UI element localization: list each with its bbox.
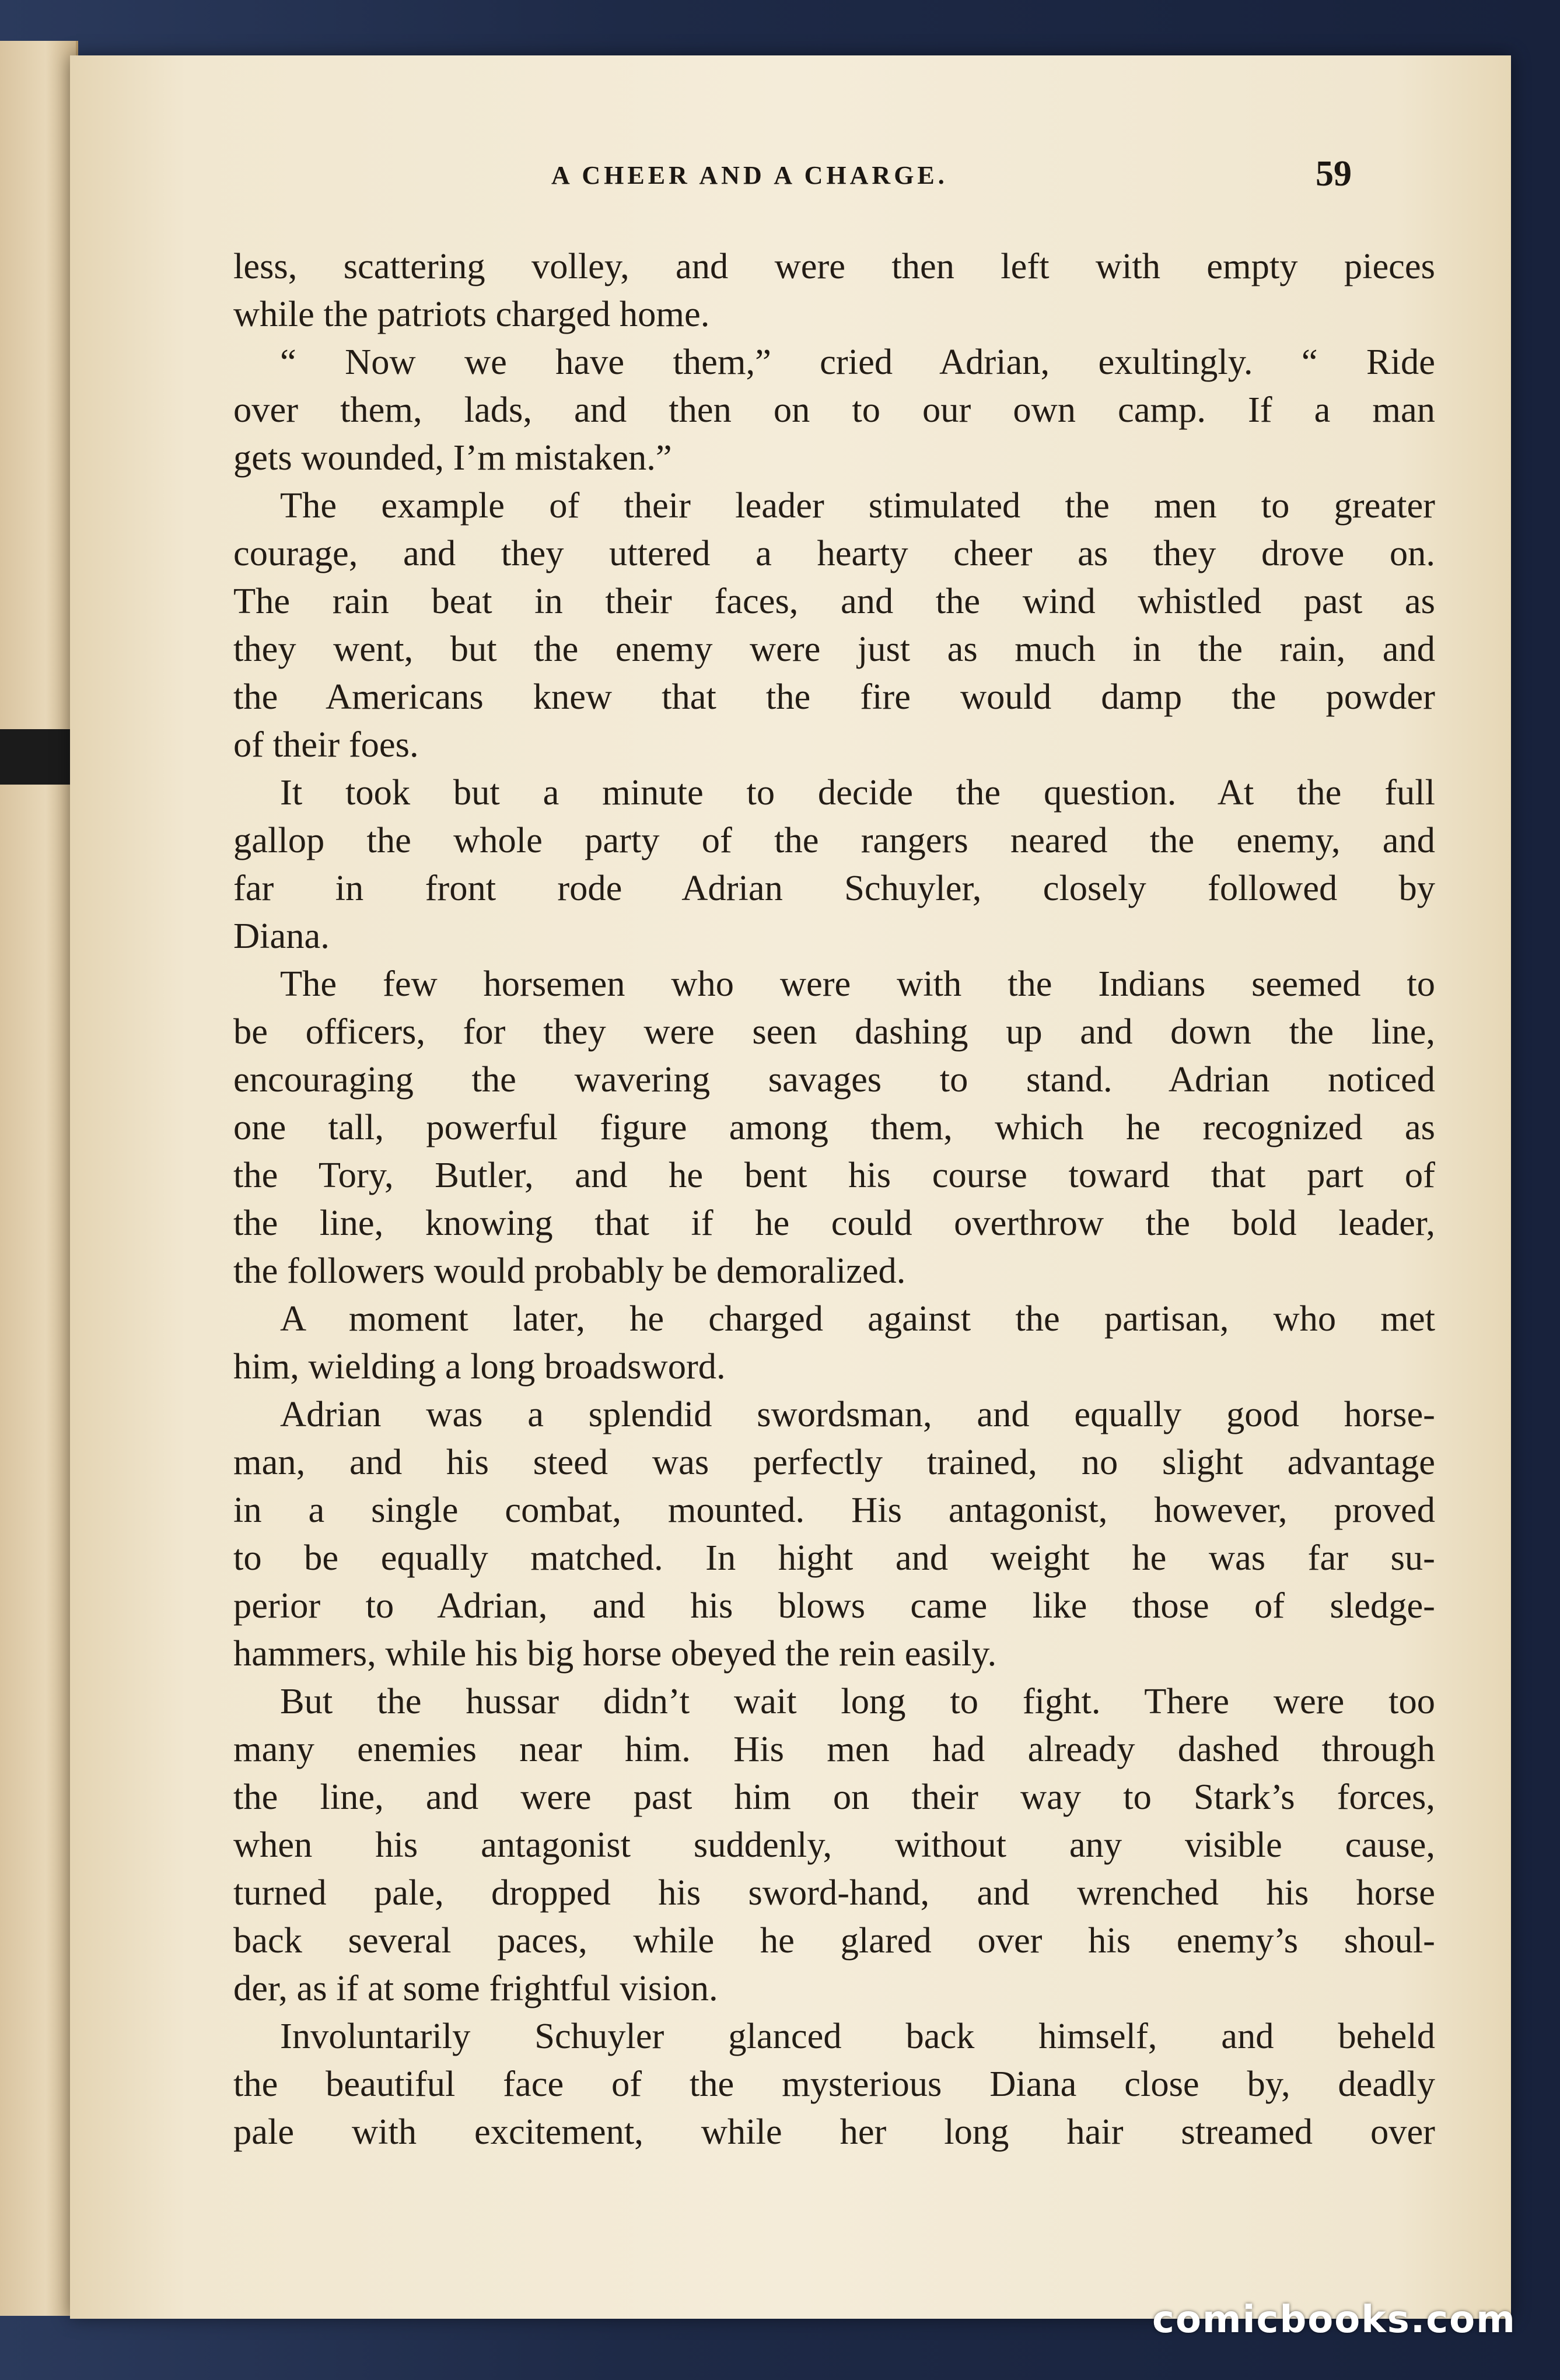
running-head	[70, 154, 1511, 201]
text-line: the followers would probably be demoralized.	[233, 1250, 906, 1291]
text-line: hammers, while his big horse obeyed the rein easily.	[233, 1633, 997, 1674]
text-line: the beautiful face of the mysterious Diana close by, deadly	[233, 2063, 1435, 2104]
text-line: the line, and were past him on their way to Stark’s forces,	[233, 1776, 1435, 1817]
text-line: far in front rode Adrian Schuyler, closely followed by	[233, 867, 1435, 908]
text-line: The few horsemen who were with the Indians seemed to	[280, 963, 1435, 1004]
text-line: back several paces, while he glared over his enemy’s shoul-	[233, 1920, 1435, 1961]
text-line: one tall, powerful figure among them, which he recognized as	[233, 1107, 1435, 1147]
text-line: the Tory, Butler, and he bent his course toward that part of	[233, 1154, 1435, 1195]
text-line: encouraging the wavering savages to stand. Adrian noticed	[233, 1059, 1435, 1100]
text-line: less, scattering volley, and were then left with empty pieces	[233, 246, 1435, 286]
text-line: many enemies near him. His men had already dashed through	[233, 1728, 1435, 1769]
text-line: But the hussar didn’t wait long to fight. There were too	[280, 1681, 1435, 1721]
text-line: gets wounded, I’m mistaken.”	[233, 437, 672, 478]
text-line: while the patriots charged home.	[233, 293, 710, 334]
text-line: It took but a minute to decide the question. At the full	[280, 772, 1435, 813]
text-line: courage, and they uttered a hearty cheer as they drove on.	[233, 533, 1435, 573]
text-line: perior to Adrian, and his blows came like those of sledge-	[233, 1585, 1435, 1626]
text-line: The rain beat in their faces, and the wind whistled past as	[233, 580, 1435, 621]
text-line: Adrian was a splendid swordsman, and equally good horse-	[280, 1394, 1435, 1434]
text-line: man, and his steed was perfectly trained, no slight advantage	[233, 1441, 1435, 1482]
text-line: be officers, for they were seen dashing up and down the line,	[233, 1011, 1435, 1052]
text-line: gallop the whole party of the rangers neared the enemy, and	[233, 820, 1435, 860]
text-line: in a single combat, mounted. His antagonist, however, proved	[233, 1489, 1435, 1530]
text-line: him, wielding a long broadsword.	[233, 1346, 726, 1387]
text-line: to be equally matched. In hight and weight he was far su-	[233, 1537, 1435, 1578]
text-line: the Americans knew that the fire would damp the powder	[233, 676, 1435, 717]
text-line: of their foes.	[233, 724, 419, 765]
text-line: “ Now we have them,” cried Adrian, exultingly. “ Ride	[280, 341, 1435, 382]
book-page	[70, 55, 1511, 2319]
page-number: 59	[1316, 154, 1352, 194]
text-line: The example of their leader stimulated the men to greater	[280, 485, 1435, 526]
text-line: Diana.	[233, 915, 330, 956]
previous-page-edge	[0, 41, 78, 2316]
text-line: turned pale, dropped his sword-hand, and wrenched his horse	[233, 1872, 1435, 1913]
text-line: A moment later, he charged against the partisan, who met	[280, 1298, 1435, 1339]
watermark: comicbooks.com	[1152, 2298, 1516, 2342]
text-line: they went, but the enemy were just as much in the rain, and	[233, 628, 1435, 669]
text-line: over them, lads, and then on to our own camp. If a man	[233, 389, 1435, 430]
text-line: pale with excitement, while her long hair streamed over	[233, 2111, 1435, 2152]
text-line: der, as if at some frightful vision.	[233, 1968, 718, 2008]
text-line: Involuntarily Schuyler glanced back himself, and beheld	[280, 2015, 1435, 2056]
text-line: the line, knowing that if he could overthrow the bold leader,	[233, 1202, 1435, 1243]
running-title: A CHEER AND A CHARGE.	[551, 161, 948, 190]
text-line: when his antagonist suddenly, without any visible cause,	[233, 1824, 1435, 1865]
